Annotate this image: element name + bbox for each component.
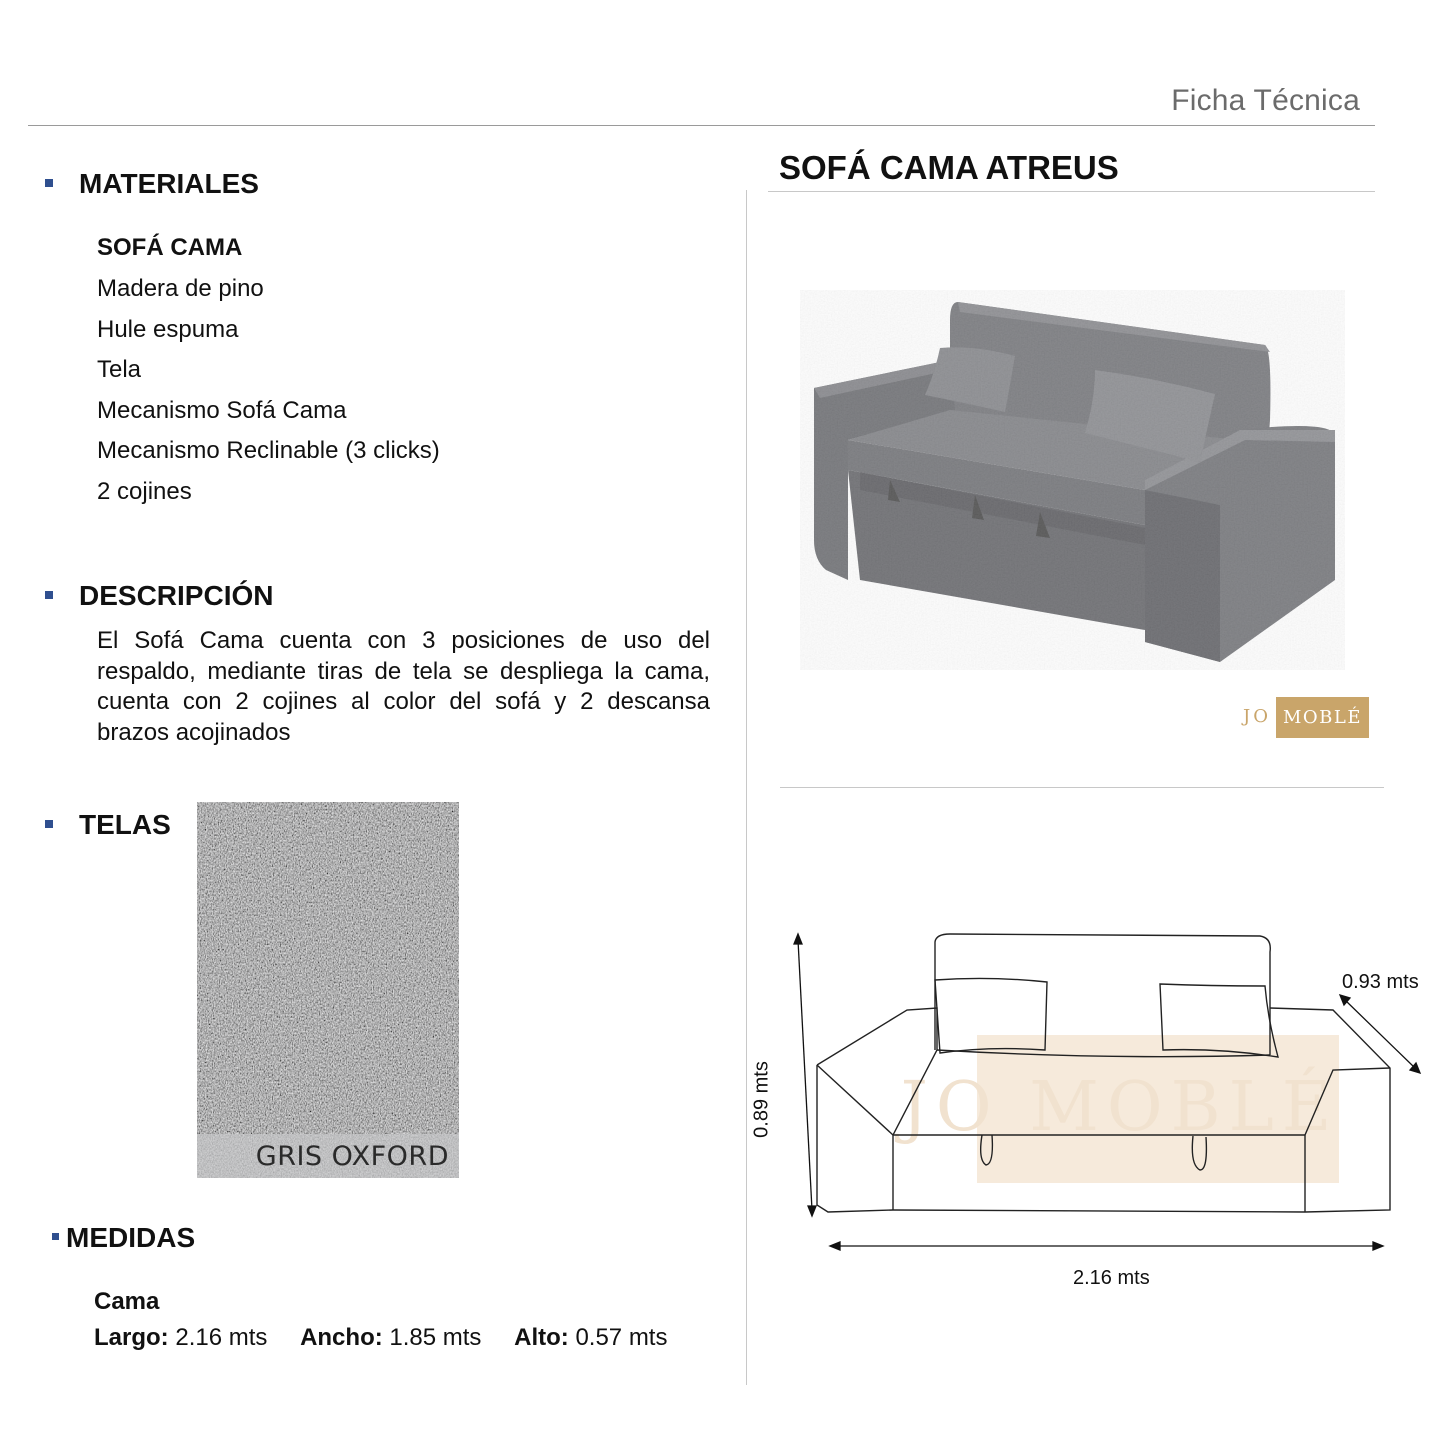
height-label: 0.89 mts [750,1061,773,1138]
swatch-label: GRIS OXFORD [255,1141,449,1172]
list-item: Madera de pino [97,275,264,302]
list-item: Tela [97,356,142,383]
medidas-heading: MEDIDAS [66,1222,196,1253]
materiales-list [97,269,440,512]
bullet-icon [45,591,53,599]
ancho-label: Ancho: [300,1324,383,1351]
list-item: Mecanismo Sofá Cama [97,396,347,424]
bullet-icon [52,1233,59,1240]
bullet-icon [45,179,53,187]
telas-heading: TELAS [79,809,171,840]
sofa-diagram [760,920,1440,1300]
cama-title: Cama [94,1288,160,1315]
descripcion-heading: DESCRIPCIÓN [79,580,274,611]
descripcion-text: El Sofá Cama cuenta con 3 posiciones de uso del respaldo, mediante tiras de tela se despliega la cama, cuenta con 2 cojines al color del sofá y 2 descansa brazos acojinados [97,627,710,746]
alto-label: Alto: [514,1324,569,1351]
depth-label: 0.93 mts [1342,971,1419,993]
largo-value: 2.16 mts [175,1324,268,1351]
list-item: Mecanismo Reclinable (3 clicks) [97,437,440,464]
header-divider [28,125,1375,126]
largo-label: Largo: [94,1324,169,1351]
product-title: SOFÁ CAMA ATREUS [779,149,1119,186]
dimensions-row [94,1324,667,1352]
header-title: Ficha Técnica [1171,84,1360,117]
materiales-heading: MATERIALES [79,168,259,199]
product-title-divider [768,191,1375,192]
width-label: 2.16 mts [1073,1267,1150,1289]
bullet-icon [45,820,53,828]
logo-jo: JO [1243,706,1271,727]
column-divider [746,190,747,1385]
watermark-text: JO MOBLÉ [900,1068,1340,1147]
sofa-photo [800,290,1345,670]
section-divider [780,787,1384,788]
alto-value: 0.57 mts [575,1324,668,1351]
list-item: 2 cojines [97,477,192,505]
ancho-value: 1.85 mts [389,1324,482,1351]
materiales-subtitle: SOFÁ CAMA [97,234,243,261]
fabric-texture-icon [197,802,459,1178]
list-item: Hule espuma [97,315,239,343]
fabric-swatch [197,802,459,1178]
logo-moble: MOBLÉ [1276,697,1369,738]
